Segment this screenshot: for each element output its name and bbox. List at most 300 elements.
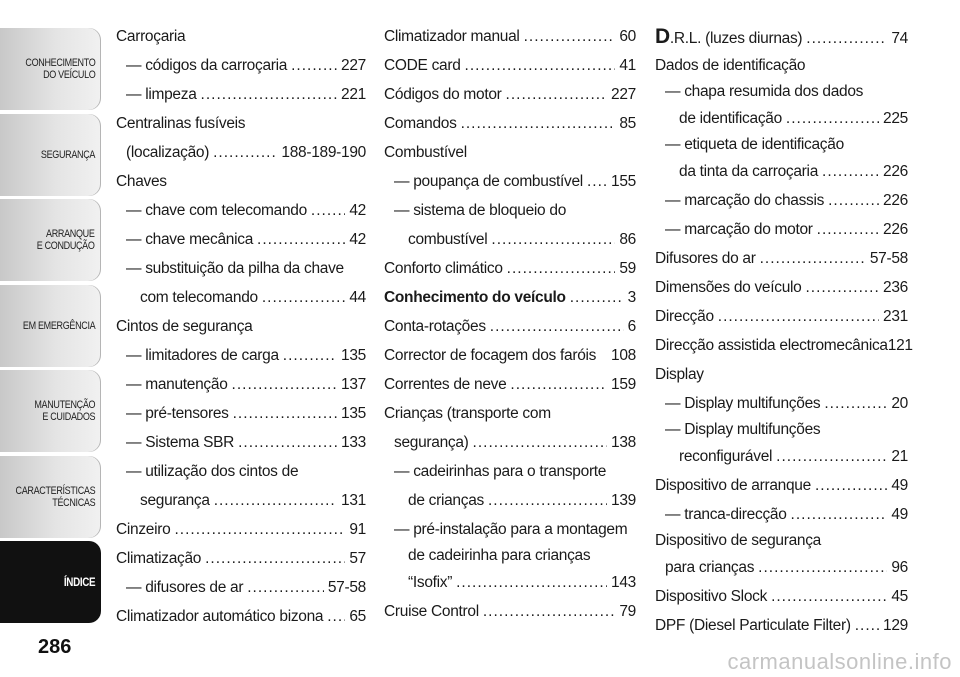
index-entry-text: de crianças [408, 492, 484, 509]
index-entry-label [116, 22, 366, 51]
leader-dots [291, 51, 337, 80]
index-entry-label [408, 225, 487, 254]
index-entry [384, 109, 636, 138]
leader-dots [233, 399, 337, 428]
index-entry-text: segurança [140, 492, 210, 509]
leader-dots [247, 573, 324, 602]
index-entry-text: Correntes de neve [384, 376, 507, 393]
leader-dots [786, 104, 879, 133]
index-entry-page[interactable]: 227 [611, 86, 636, 103]
index-entry-page[interactable]: 6 [627, 318, 636, 335]
index-entry-page[interactable]: 3 [627, 289, 636, 306]
chapter-tab-5[interactable] [0, 370, 101, 452]
index-entry [116, 167, 366, 196]
index-entry-text: segurança) [394, 434, 469, 451]
leader-dots [201, 80, 338, 109]
chapter-tab-4[interactable] [0, 285, 101, 367]
index-entry-text: Dispositivo Slock [655, 588, 768, 605]
index-entry [116, 312, 366, 341]
index-entry-label [384, 80, 502, 109]
index-entry-page[interactable]: 131 [341, 492, 366, 509]
index-entry-text: Dimensões do veículo [655, 279, 802, 296]
leader-dots [771, 582, 887, 611]
index-entry-text: Carroçaria [116, 28, 186, 45]
index-entry-page[interactable]: 57 [349, 550, 366, 567]
index-entry-label [384, 283, 566, 312]
index-entry-page[interactable]: 74 [891, 30, 908, 47]
index-entry-text: Display [655, 366, 704, 383]
index-entry [384, 225, 636, 254]
index-entry-label [679, 442, 772, 471]
index-entry-label [408, 568, 452, 597]
page-number: 286 [38, 636, 72, 658]
index-column-2 [384, 22, 636, 626]
index-entry [655, 51, 908, 80]
index-entry-label [384, 138, 636, 167]
index-entry-label [655, 582, 767, 611]
index-entry [655, 529, 908, 553]
index-entry-text: — substituição da pilha da chave [126, 260, 344, 277]
index-entry [655, 418, 908, 442]
index-entry-text: — marcação do motor [665, 221, 813, 238]
index-entry-text: — Display multifunções [665, 395, 821, 412]
index-entry [116, 22, 366, 51]
index-entry [655, 80, 908, 104]
index-entry-label [655, 360, 908, 389]
index-entry-page[interactable]: 226 [883, 221, 908, 238]
index-entry [116, 225, 366, 254]
index-entry-label [126, 341, 279, 370]
index-entry-label [126, 399, 229, 428]
leader-dots [510, 370, 607, 399]
index-entry [116, 283, 366, 312]
index-entry [655, 500, 908, 529]
index-entry [655, 244, 908, 273]
index-entry-text: (localização) [126, 144, 210, 161]
index-entry-text: — chapa resumida dos dados [665, 83, 864, 100]
chapter-tab-label: CONHECIMENTO DO VEÍCULO [24, 57, 95, 81]
index-entry-page[interactable]: 231 [883, 308, 908, 325]
index-entry-text: da tinta da carroçaria [679, 163, 819, 180]
index-entry [116, 428, 366, 457]
index-entry-text: — utilização dos cintos de [126, 463, 299, 480]
index-entry-label [126, 138, 209, 167]
chapter-tab-label: CARACTERÍSTICAS TÉCNICAS [15, 484, 95, 509]
leader-dots [824, 389, 887, 418]
section-letter: D [655, 25, 670, 48]
index-entry-text: Conta-rotações [384, 318, 486, 335]
index-entry [116, 515, 366, 544]
leader-dots [815, 471, 887, 500]
index-entry-text: — limpeza [126, 86, 197, 103]
index-entry-label [665, 418, 908, 442]
index-entry-text: CODE card [384, 57, 461, 74]
index-entry-label [384, 22, 520, 51]
index-entry-label [679, 104, 782, 133]
leader-dots [483, 597, 615, 626]
index-entry-label [384, 109, 457, 138]
index-entry-text: Dados de identificação [655, 57, 806, 74]
index-entry-text: — etiqueta de identificação [665, 136, 844, 153]
chapter-tab-label: ÍNDICE [63, 575, 95, 589]
index-entry-label [140, 486, 210, 515]
index-entry [384, 399, 636, 428]
index-entry-text: Climatizador automático bizona [116, 608, 324, 625]
index-entry [384, 370, 636, 399]
index-entry [116, 486, 366, 515]
index-entry-page[interactable]: 135 [341, 405, 366, 422]
index-entry-text: de identificação [679, 110, 782, 127]
index-entry-text: — pré-instalação para a montagem [394, 521, 628, 538]
index-entry-page[interactable]: 79 [619, 603, 636, 620]
index-entry [384, 568, 636, 597]
index-entry-label [126, 457, 366, 486]
index-entry-label [116, 544, 201, 573]
index-entry-label [665, 389, 820, 418]
leader-dots [776, 442, 887, 471]
index-entry-label [655, 302, 714, 331]
index-entry-label [140, 283, 258, 312]
index-entry-label [116, 109, 366, 138]
index-entry [384, 283, 636, 312]
index-entry-label [655, 273, 802, 302]
index-entry-text: — tranca-direcção [665, 506, 787, 523]
index-entry-text: Cinzeiro [116, 521, 171, 538]
index-entry-text: combustível [408, 231, 488, 248]
index-entry-page[interactable]: 129 [883, 617, 908, 634]
index-entry-label [384, 312, 486, 341]
index-entry-label [126, 573, 243, 602]
index-entry-page[interactable]: 45 [891, 588, 908, 605]
index-entry-text: Comandos [384, 115, 457, 132]
index-entry [116, 370, 366, 399]
index-entry-label [126, 370, 228, 399]
index-entry-label [384, 370, 506, 399]
leader-dots [507, 254, 616, 283]
index-entry-text: “Isofix” [408, 574, 453, 591]
index-entry [655, 273, 908, 302]
index-entry-text: Difusores do ar [655, 250, 756, 267]
index-entry-text: com telecomando [140, 289, 258, 306]
index-entry-text: DPF (Diesel Particulate Filter) [655, 617, 851, 634]
leader-dots [238, 428, 337, 457]
index-entry [655, 133, 908, 157]
index-column-3 [655, 22, 913, 640]
index-entry-page[interactable]: 42 [349, 231, 366, 248]
index-entry-label [126, 51, 287, 80]
index-entry-label [408, 544, 636, 568]
index-entry [384, 341, 636, 370]
index-entry [384, 544, 636, 568]
index-entry [655, 442, 908, 471]
index-entry-label [665, 215, 813, 244]
leader-dots [311, 196, 345, 225]
leader-dots [488, 486, 607, 515]
index-entry-page[interactable]: 44 [349, 289, 366, 306]
index-entry-text: — Display multifunções [665, 421, 821, 438]
leader-dots [490, 312, 624, 341]
index-entry [116, 341, 366, 370]
leader-dots [213, 138, 277, 167]
index-entry-page[interactable]: 49 [891, 477, 908, 494]
index-entry-text: — poupança de combustível [394, 173, 583, 190]
index-entry-label [655, 529, 908, 553]
index-entry-label [126, 254, 366, 283]
index-entry-label [408, 486, 484, 515]
index-entry-text: Cintos de segurança [116, 318, 253, 335]
index-entry-page[interactable]: 91 [349, 521, 366, 538]
index-entry-text: Direcção assistida electromecânica [655, 337, 888, 354]
index-entry-label [126, 80, 197, 109]
index-entry-page[interactable]: 188-189-190 [281, 144, 366, 161]
index-entry [116, 602, 366, 631]
chapter-tab-6[interactable] [0, 456, 101, 538]
chapter-tab-7[interactable] [0, 541, 101, 623]
leader-dots [822, 157, 879, 186]
leader-dots [760, 244, 866, 273]
index-entry [655, 331, 913, 360]
chapter-tab-3[interactable] [0, 199, 101, 281]
index-entry [116, 196, 366, 225]
index-entry-text: Combustível [384, 144, 467, 161]
index-entry-text: reconfigurável [679, 448, 773, 465]
index-entry-page[interactable]: 159 [611, 376, 636, 393]
index-entry [116, 80, 366, 109]
index-entry [116, 544, 366, 573]
index-entry-label [394, 196, 636, 225]
index-entry-label [384, 597, 479, 626]
index-entry-text: Dispositivo de segurança [655, 532, 821, 549]
index-entry-label [384, 399, 636, 428]
index-entry [116, 138, 366, 167]
index-entry-text: de cadeirinha para crianças [408, 547, 591, 564]
index-entry [655, 186, 908, 215]
leader-dots [461, 109, 616, 138]
index-entry-text: Climatização [116, 550, 202, 567]
index-entry [384, 80, 636, 109]
index-entry-text: Conforto climático [384, 260, 503, 277]
index-entry [655, 582, 908, 611]
index-entry-label [116, 515, 170, 544]
index-entry-page[interactable]: 85 [619, 115, 636, 132]
index-entry-text: — marcação do chassis [665, 192, 825, 209]
index-entry-page[interactable]: 225 [883, 110, 908, 127]
index-entry-page[interactable]: 59 [619, 260, 636, 277]
leader-dots [232, 370, 338, 399]
index-entry [116, 573, 366, 602]
index-entry-text: Climatizador manual [384, 28, 520, 45]
leader-dots [174, 515, 345, 544]
index-entry-page[interactable]: 133 [341, 434, 366, 451]
index-entry [384, 51, 636, 80]
index-entry-page[interactable]: 41 [619, 57, 636, 74]
index-entry [116, 457, 366, 486]
leader-dots [327, 602, 345, 631]
index-entry-label [665, 133, 908, 157]
index-entry-page[interactable]: 60 [619, 28, 636, 45]
index-entry-text: — chave mecânica [126, 231, 254, 248]
index-entry-label [394, 515, 636, 544]
index-entry-page[interactable]: 226 [883, 163, 908, 180]
index-entry-page[interactable]: 139 [611, 492, 636, 509]
index-entry-label [126, 196, 307, 225]
index-entry-label [116, 167, 366, 196]
chapter-tab-2[interactable] [0, 114, 101, 196]
index-entry-label [116, 602, 323, 631]
index-entry-label [655, 471, 811, 500]
leader-dots [473, 428, 607, 457]
leader-dots [817, 215, 879, 244]
index-entry-text: — Sistema SBR [126, 434, 235, 451]
index-entry-text: Conhecimento do veículo [384, 289, 566, 306]
index-entry-label [655, 22, 802, 53]
index-entry-text: Dispositivo de arranque [655, 477, 811, 494]
index-entry-page[interactable]: 57-58 [327, 579, 366, 596]
index-entry-text: .R.L. (luzes diurnas) [669, 30, 803, 47]
index-entry-label [126, 225, 253, 254]
leader-dots [524, 22, 616, 51]
index-entry-text: Corrector de focagem dos faróis [384, 347, 597, 364]
index-entry [655, 389, 908, 418]
chapter-tab-label: EM EMERGÊNCIA [22, 319, 95, 332]
index-entry [655, 471, 908, 500]
index-entry-label [665, 80, 908, 104]
index-entry-label [394, 457, 636, 486]
index-entry [384, 254, 636, 283]
leader-dots [806, 24, 887, 53]
index-entry [384, 312, 636, 341]
index-entry [655, 611, 908, 640]
leader-dots [205, 544, 345, 573]
chapter-tab-label: SEGURANÇA [40, 148, 95, 161]
leader-dots [855, 611, 879, 640]
index-entry [384, 22, 636, 51]
index-entry-page[interactable]: 226 [883, 192, 908, 209]
leader-dots [506, 80, 607, 109]
index-entry-text: Códigos do motor [384, 86, 502, 103]
index-entry [655, 302, 908, 331]
index-entry-page[interactable]: 137 [341, 376, 366, 393]
index-entry-label [655, 51, 908, 80]
index-entry [655, 104, 908, 133]
index-entry [655, 360, 908, 389]
index-entry-page[interactable]: 96 [891, 559, 908, 576]
leader-dots [491, 225, 615, 254]
index-entry [116, 254, 366, 283]
index-entry-label [665, 186, 824, 215]
index-entry-label [679, 157, 818, 186]
index-entry-text: Centralinas fusíveis [116, 115, 246, 132]
index-entry-text: — manutenção [126, 376, 228, 393]
chapter-tab-label: MANUTENÇÃO E CUIDADOS [34, 399, 95, 423]
index-entry-page[interactable]: 49 [891, 506, 908, 523]
leader-dots [257, 225, 345, 254]
index-entry-text: Chaves [116, 173, 167, 190]
index-entry [384, 597, 636, 626]
index-entry [655, 553, 908, 582]
index-entry-page[interactable]: 138 [611, 434, 636, 451]
index-entry-text: — códigos da carroçaria [126, 57, 288, 74]
index-entry [116, 109, 366, 138]
index-entry [384, 196, 636, 225]
index-entry-text: — difusores de ar [126, 579, 244, 596]
index-entry-label [665, 500, 787, 529]
leader-dots [262, 283, 346, 312]
index-entry-label [655, 331, 888, 360]
index-entry-text: — pré-tensores [126, 405, 229, 422]
leader-dots [587, 167, 607, 196]
index-entry-text: Crianças (transporte com [384, 405, 551, 422]
index-entry-label [384, 254, 503, 283]
index-entry-label [655, 611, 851, 640]
index-entry [116, 399, 366, 428]
index-entry-label [384, 51, 461, 80]
leader-dots [828, 186, 879, 215]
leader-dots [806, 273, 880, 302]
index-entry [384, 428, 636, 457]
leader-dots [283, 341, 337, 370]
chapter-tab-1[interactable] [0, 28, 101, 110]
index-entry-page[interactable]: 21 [891, 448, 908, 465]
index-entry-label [116, 312, 366, 341]
index-entry-page[interactable]: 155 [611, 173, 636, 190]
leader-dots [570, 283, 624, 312]
index-entry-text: — cadeirinhas para o transporte [394, 463, 607, 480]
index-entry-text: Direcção [655, 308, 714, 325]
index-entry-label [394, 428, 469, 457]
leader-dots [758, 553, 887, 582]
index-entry-label [394, 167, 583, 196]
watermark: carmanualsonline.info [727, 649, 952, 674]
index-entry [116, 51, 366, 80]
index-entry-page[interactable]: 86 [619, 231, 636, 248]
index-entry-page[interactable]: 236 [883, 279, 908, 296]
index-entry [384, 457, 636, 486]
leader-dots [791, 500, 888, 529]
index-entry-label [126, 428, 234, 457]
index-entry-page[interactable]: 221 [341, 86, 366, 103]
index-entry-page[interactable]: 57-58 [869, 250, 908, 267]
index-entry-page[interactable]: 20 [891, 395, 908, 412]
index-entry [384, 486, 636, 515]
leader-dots [456, 568, 607, 597]
leader-dots [718, 302, 879, 331]
leader-dots [214, 486, 337, 515]
index-entry [655, 22, 908, 51]
index-column-1 [116, 22, 366, 631]
index-entry-page[interactable]: 121 [887, 337, 913, 354]
index-entry-text: — sistema de bloqueio do [394, 202, 567, 219]
index-entry-page[interactable]: 135 [341, 347, 366, 364]
index-entry-page[interactable]: 65 [349, 608, 366, 625]
index-entry-text: Cruise Control [384, 603, 479, 620]
index-entry-text: — limitadores de carga [126, 347, 279, 364]
index-entry [655, 157, 908, 186]
index-entry-page[interactable]: 143 [611, 574, 636, 591]
index-entry-text: para crianças [665, 559, 755, 576]
index-entry-page[interactable]: 42 [349, 202, 366, 219]
index-entry [384, 515, 636, 544]
index-entry [655, 215, 908, 244]
index-entry [384, 138, 636, 167]
index-entry-page[interactable]: 227 [341, 57, 366, 74]
leader-dots [465, 51, 616, 80]
index-entry-label [655, 244, 756, 273]
index-entry-text: — chave com telecomando [126, 202, 307, 219]
index-entry-page[interactable]: 108 [611, 347, 636, 364]
index-entry [384, 167, 636, 196]
chapter-tab-label: ARRANQUE E CONDUÇÃO [37, 228, 95, 252]
